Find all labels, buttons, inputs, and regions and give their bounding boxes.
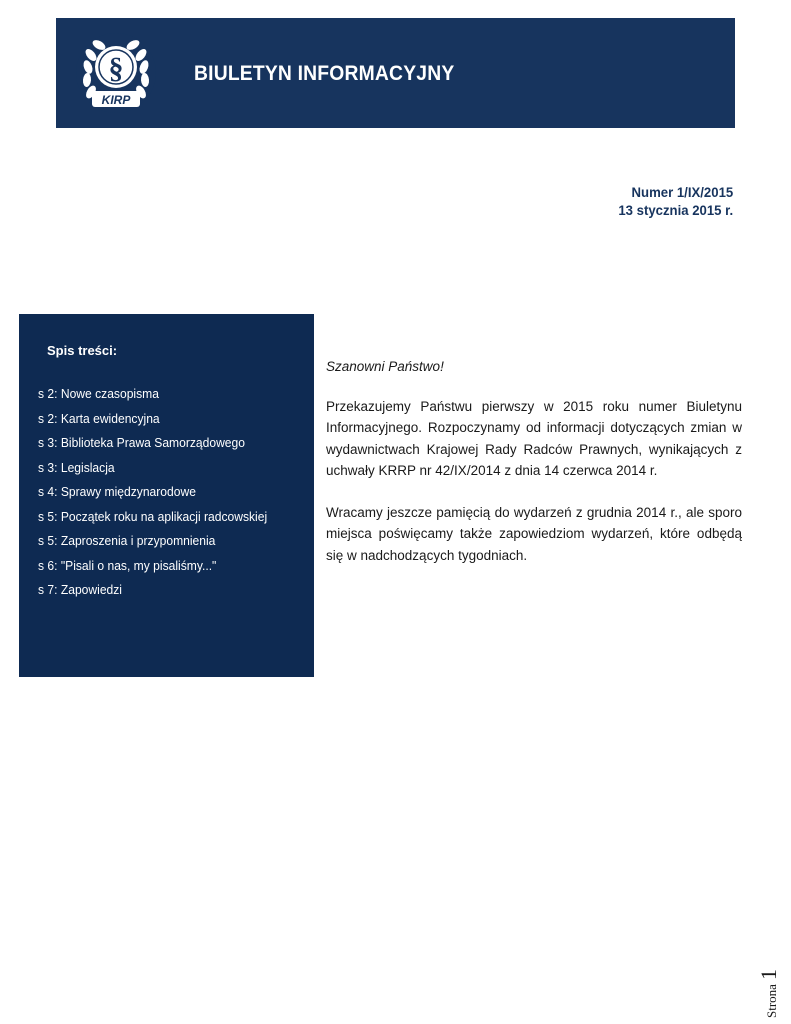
toc-list: [38, 382, 284, 603]
intro-paragraph: Przekazujemy Państwu pierwszy w 2015 roku numer Biuletynu Informacyjnego. Rozpoczynamy od informacji dotyczących zmian w wydawnictwach Krajowej Rady Radców Prawnych, wynikających z uchwały KRRP nr 42/IX/2014 z dnia 14 czerwca 2014 r.: [326, 398, 742, 478]
paragraph-symbol: §: [108, 52, 124, 85]
toc-item: s 4: Sprawy międzynarodowe: [38, 484, 196, 499]
page-label: Strona: [764, 984, 779, 1018]
toc-item: s 3: Legislacja: [38, 459, 115, 475]
page-footer: [756, 958, 786, 1018]
toc-title: Spis treści:: [47, 343, 118, 358]
toc-item: s 5: Początek roku na aplikacji radcowskiej: [38, 508, 268, 524]
intro-text: [326, 356, 742, 586]
intro-paragraph: Wracamy jeszcze pamięcią do wydarzeń z grudnia 2014 r., ale sporo miejsca poświęcamy także zapowiedziom wydarzeń, które odbędą się w nadchodzących tygodniach.: [326, 504, 742, 563]
logo-lettering: KIRP: [101, 93, 131, 107]
table-of-contents: [19, 314, 314, 677]
header-banner: [56, 18, 735, 128]
issue-info: [618, 183, 733, 219]
greeting: Szanowni Państwo!: [326, 359, 444, 374]
page-number: 1: [756, 969, 781, 981]
toc-item: s 2: Nowe czasopisma: [38, 386, 159, 401]
toc-item: s 2: Karta ewidencyjna: [38, 410, 160, 426]
toc-item: s 3: Biblioteka Prawa Samorządowego: [38, 435, 245, 450]
issue-date: 13 stycznia 2015 r.: [618, 202, 733, 218]
krp-seal-logo: [74, 31, 158, 115]
issue-number: Numer 1/IX/2015: [631, 184, 733, 200]
toc-item: s 5: Zaproszenia i przypomnienia: [38, 533, 216, 548]
publication-title: BIULETYN INFORMACYJNY: [194, 62, 455, 85]
toc-item: s 6: "Pisali o nas, my pisaliśmy...": [38, 557, 217, 573]
toc-item: s 7: Zapowiedzi: [38, 582, 123, 597]
